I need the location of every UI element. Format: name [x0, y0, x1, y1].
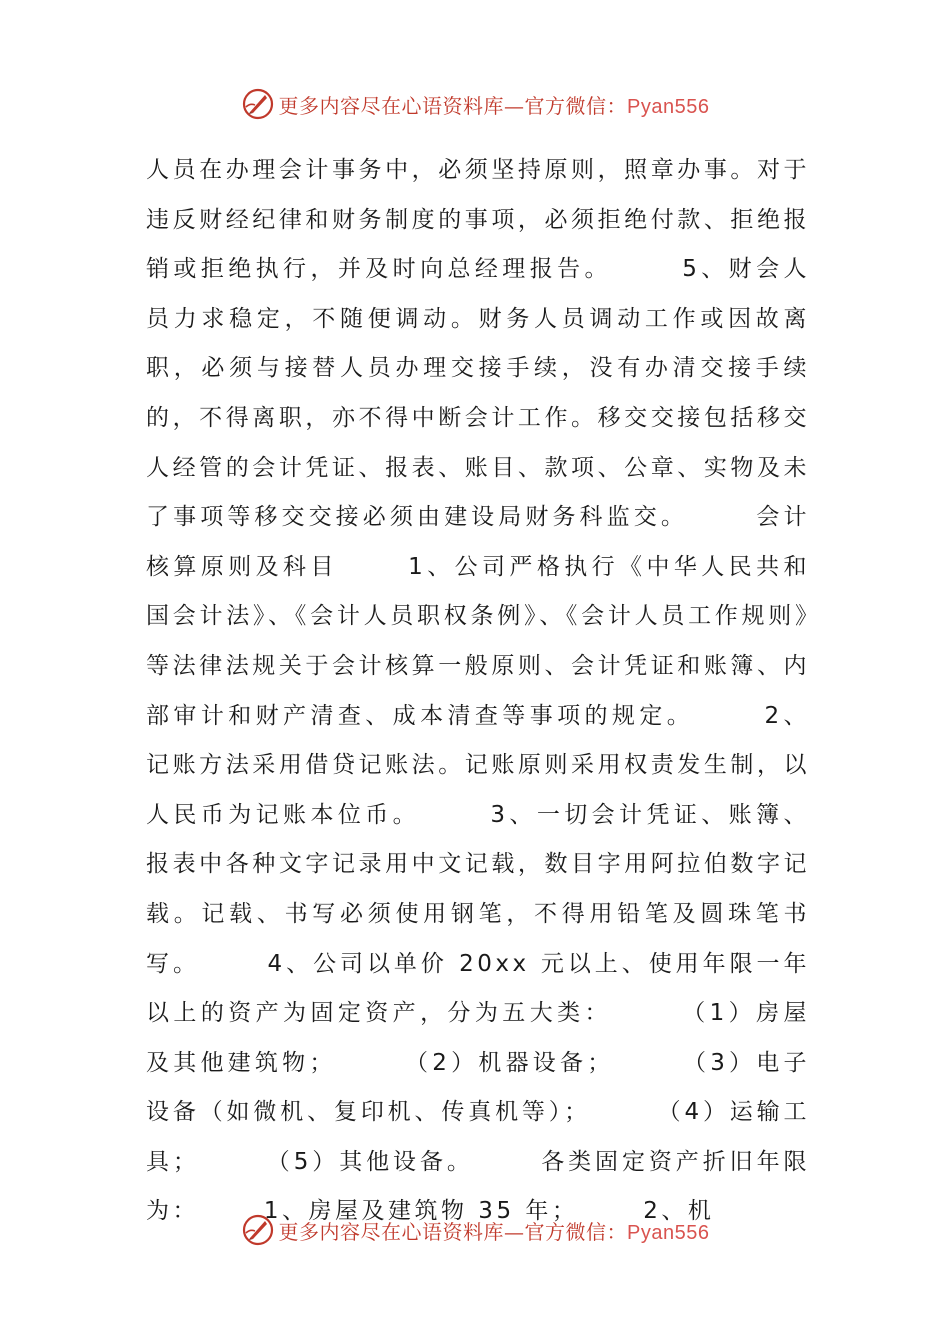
footer-banner-text [279, 1216, 710, 1245]
header-wechat-id: Pyan556 [627, 95, 710, 118]
footer-brand: 更多内容尽在心语资料库 [278, 1219, 505, 1244]
footer-banner [0, 1210, 950, 1250]
quill-logo-icon [241, 1213, 275, 1247]
header-banner-text [279, 90, 710, 119]
header-brand: 更多内容尽在心语资料库 [278, 93, 505, 118]
header-wechat-label: 官方微信： [524, 93, 628, 118]
body-paragraph: 人员在办理会计事务中，必须坚持原则，照章办事。对于违反财经纪律和财务制度的事项，必须拒绝付款、拒绝报销或拒绝执行，并及时向总经理报告。 5、财会人员力求稳定，不随便调动。财务人员调动工作或因故离职，必须与接替人员办理交接手续，没有办清交接手续的，不得离职，亦不得中断会计工作。移交交接包括移交人经管的会计凭证、报表、账目、款项、公章、实物及未了事项等移交交接必须由建设局财务科监交。 会计核算原则及科目 1、公司严格执行《中华人民共和国会计法》、《会计人员职权条例》、《会计人员工作规则》等法律法规关于会计核算一般原则、会计凭证和账簿、内部审计和财产清查、成本清查等事项的规定。 2、记账方法采用借贷记账法。记账原则采用权责发生制，以人民币为记账本位币。 3、一切会计凭证、账簿、报表中各种文字记录用中文记载，数目字用阿拉伯数字记载。记载、书写必须使用钢笔，不得用铅笔及圆珠笔书写。 4、公司以单价 20xx 元以上、使用年限一年以上的资产为固定资产，分为五大类： （1）房屋及其他建筑物； （2）机器设备； （3）电子设备（如微机、复印机、传真机等）； （4）运输工具； （5）其他设备。 各类固定资产折旧年限为： 1、房屋及建筑物 35 年； 2、机 [146, 157, 810, 1225]
header-banner [0, 84, 950, 124]
quill-logo-icon [241, 87, 275, 121]
header-separator: — [504, 93, 525, 118]
footer-separator: — [504, 1219, 525, 1244]
footer-wechat-id: Pyan556 [627, 1221, 710, 1244]
footer-wechat-label: 官方微信： [524, 1219, 628, 1244]
